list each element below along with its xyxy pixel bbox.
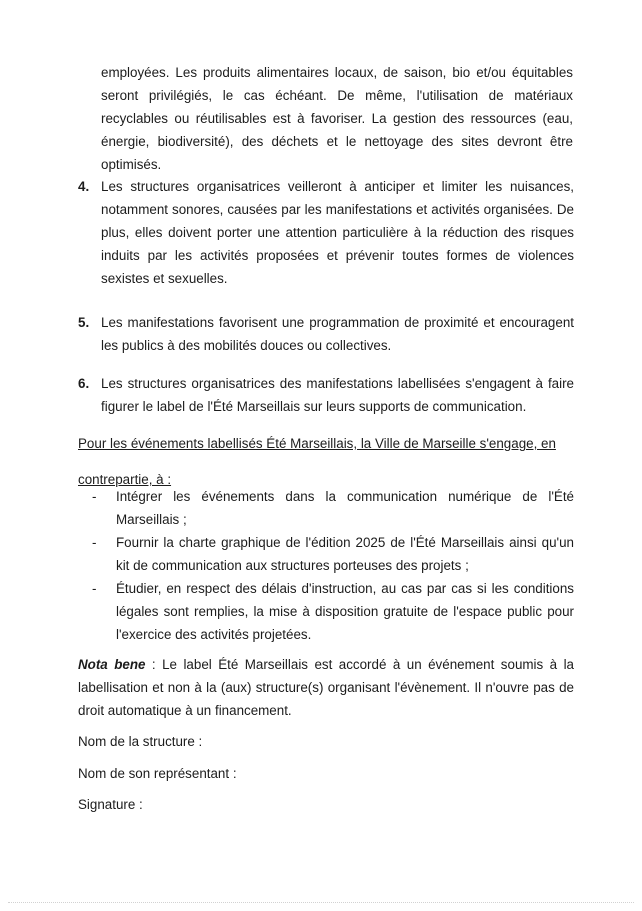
commitment-list bbox=[92, 485, 574, 646]
list-item-text: Intégrer les événements dans la communication numérique de l'Été Marseillais ; bbox=[116, 489, 574, 527]
structure-name-field: Nom de la structure : bbox=[78, 734, 203, 749]
item-text: Les manifestations favorisent une programmation de proximité et encouragent les publics à des mobilités douces ou collectives. bbox=[101, 315, 574, 353]
representative-name-field: Nom de son représentant : bbox=[78, 766, 237, 781]
numbered-item-4 bbox=[78, 175, 574, 290]
item-text: Les structures organisatrices des manifestations labellisées s'engagent à faire figurer le label de l'Été Marseillais sur leurs supports de communication. bbox=[101, 376, 574, 414]
nota-bene-label: Nota bene bbox=[78, 657, 146, 672]
dash-bullet: - bbox=[92, 535, 97, 550]
item-number: 4. bbox=[78, 179, 90, 194]
list-item-text: Étudier, en respect des délais d'instruction, au cas par cas si les conditions légales sont remplies, la mise à disposition gratuite de l'espace public pour l'exercice des activités projetées. bbox=[116, 581, 574, 642]
commitment-heading: Pour les événements labellisés Été Marseillais, la Ville de Marseille s'engage, en contrepartie, à : bbox=[78, 436, 556, 487]
intro-paragraph: employées. Les produits alimentaires locaux, de saison, bio et/ou équitables seront privilégiés, le cas échéant. De même, l'utilisation de matériaux recyclables ou réutilisables est à favoriser. La gestion des ressources (eau, énergie, biodiversité), des déchets et le nettoyage des sites devront être optimisés. bbox=[101, 65, 573, 172]
list-item bbox=[92, 577, 574, 646]
dash-bullet: - bbox=[92, 581, 97, 596]
item-number: 6. bbox=[78, 376, 90, 391]
list-item-text: Fournir la charte graphique de l'édition 2025 de l'Été Marseillais ainsi qu'un kit de communication aux structures porteuses des projets ; bbox=[116, 535, 574, 573]
list-item bbox=[92, 531, 574, 577]
nota-bene bbox=[78, 653, 574, 722]
list-item bbox=[92, 485, 574, 531]
item-number: 5. bbox=[78, 315, 90, 330]
nota-bene-text: : Le label Été Marseillais est accordé à un événement soumis à la labellisation et non à la (aux) structure(s) organisant l'évènement. Il n'ouvre pas de droit automatique à un financement. bbox=[78, 657, 574, 718]
item-text: Les structures organisatrices veilleront à anticiper et limiter les nuisances, notamment sonores, causées par les manifestations et activités organisées. De plus, elles doivent porter une attention particulière à la réduction des risques induits par les activités proposées et prévenir toutes formes de violences sexistes et sexuelles. bbox=[101, 179, 574, 286]
numbered-item-6 bbox=[78, 372, 574, 418]
dash-bullet: - bbox=[92, 489, 97, 504]
scan-edge-line bbox=[8, 902, 634, 903]
numbered-item-5 bbox=[78, 311, 574, 357]
signature-field: Signature : bbox=[78, 797, 143, 812]
